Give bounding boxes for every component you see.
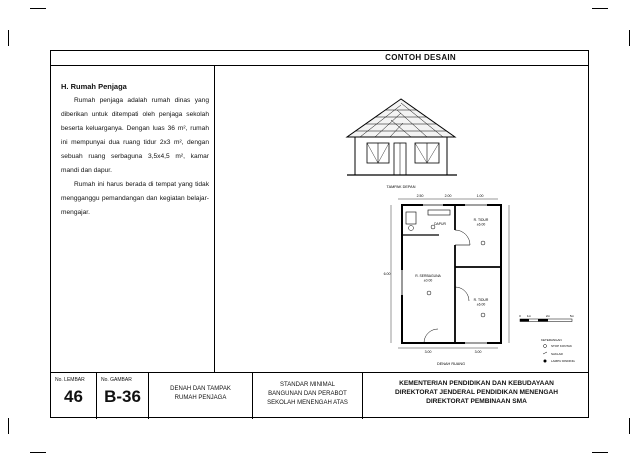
drawing-number-label: No. GAMBAR (101, 377, 132, 383)
title-block (51, 372, 588, 419)
sheet-title: CONTOH DESAIN (385, 53, 456, 62)
crop-mark (30, 8, 46, 9)
plan-label: DENAH RUANG (436, 362, 466, 366)
sheet-number-cell (51, 373, 97, 419)
scale-bar (519, 314, 574, 322)
scale-tick-1: 1m (526, 314, 532, 318)
sheet-header (51, 51, 588, 66)
front-elevation (347, 99, 457, 175)
legend-item-lamp: LAMPU DINDING (551, 359, 575, 363)
standard-text: STANDAR MINIMAL BANGUNAN DAN PERABOT SEKOLAH MENENGAH ATAS (267, 382, 348, 406)
elevation-label: TAMPAK DEPAN (386, 185, 416, 189)
legend-item-socket: STOP KONTAK (551, 344, 573, 348)
sheet-number-label: No. LEMBAR (55, 377, 85, 383)
crop-mark (30, 452, 46, 453)
dim-top-mid: 2.00 (444, 194, 452, 198)
socket-icon (544, 345, 547, 348)
room-label-bedroom-1: R. TIDUR ±6.00 (473, 218, 489, 227)
room-labels (415, 218, 489, 307)
drawing-title-cell (149, 373, 253, 419)
dim-top-right: 1.00 (476, 194, 484, 198)
architectural-drawing (215, 65, 590, 372)
drawing-title: DENAH DAN TAMPAK RUMAH PENJAGA (170, 386, 231, 401)
ministry-cell (363, 373, 590, 419)
drawing-number-cell (97, 373, 149, 419)
room-label-multipurpose: R. SERBAGUNA ±0.00 (415, 274, 441, 283)
crop-mark (629, 418, 630, 434)
dim-bottom-left: 3.00 (424, 350, 432, 354)
text-column (51, 65, 215, 372)
legend (541, 338, 576, 363)
description-paragraph: Rumah penjaga adalah rumah dinas yang diberikan untuk ditempati oleh penjaga sekolah beserta keluarganya. Dengan luas 36 m², rumah ini mempunyai dua ruang tidur 2x3 m², dengan sebuah ruang serbaguna 3,5x4,5 m², kamar mandi dan dapur. (61, 97, 209, 174)
floor-plan (391, 199, 509, 348)
legend-item-switch: SAKLAR (551, 352, 563, 356)
crop-mark (592, 8, 608, 9)
room-label-kitchen: DAPUR (434, 222, 446, 226)
crop-mark (8, 418, 9, 434)
scale-tick-0: 0 (519, 314, 521, 318)
drawing-canvas (215, 65, 590, 372)
wall-lamp-icon (544, 360, 547, 363)
drawing-sheet (50, 50, 589, 418)
sheet-number: 46 (64, 387, 83, 406)
kitchen-counter (428, 210, 450, 215)
standard-cell (253, 373, 363, 419)
ministry-text: KEMENTERIAN PENDIDIKAN DAN KEBUDAYAAN DIREKTORAT JENDERAL PENDIDIKAN MENENGAH DIREKTORAT PEMBINAAN SMA (394, 380, 559, 405)
roof (347, 99, 455, 137)
dim-side: 6.00 (383, 272, 391, 276)
crop-mark (8, 30, 9, 46)
crop-mark (629, 30, 630, 46)
bathroom-fixture (406, 212, 416, 224)
legend-title: KETERANGAN (541, 338, 562, 342)
dim-top-left: 2.50 (416, 194, 424, 198)
description-paragraph-2: Rumah ini harus berada di tempat yang tidak mengganggu pemandangan dan kegiatan belajar-mengajar. (61, 181, 209, 216)
section-heading: H. Rumah Penjaga (61, 82, 127, 91)
dim-bottom-right: 3.00 (474, 350, 482, 354)
crop-mark (592, 452, 608, 453)
switch-icon (543, 352, 547, 354)
scale-tick-2: 2m (545, 314, 551, 318)
room-label-bedroom-2: R. TIDUR ±6.00 (473, 298, 489, 307)
scale-tick-3: 5m (569, 314, 575, 318)
drawing-number: B-36 (104, 387, 141, 406)
